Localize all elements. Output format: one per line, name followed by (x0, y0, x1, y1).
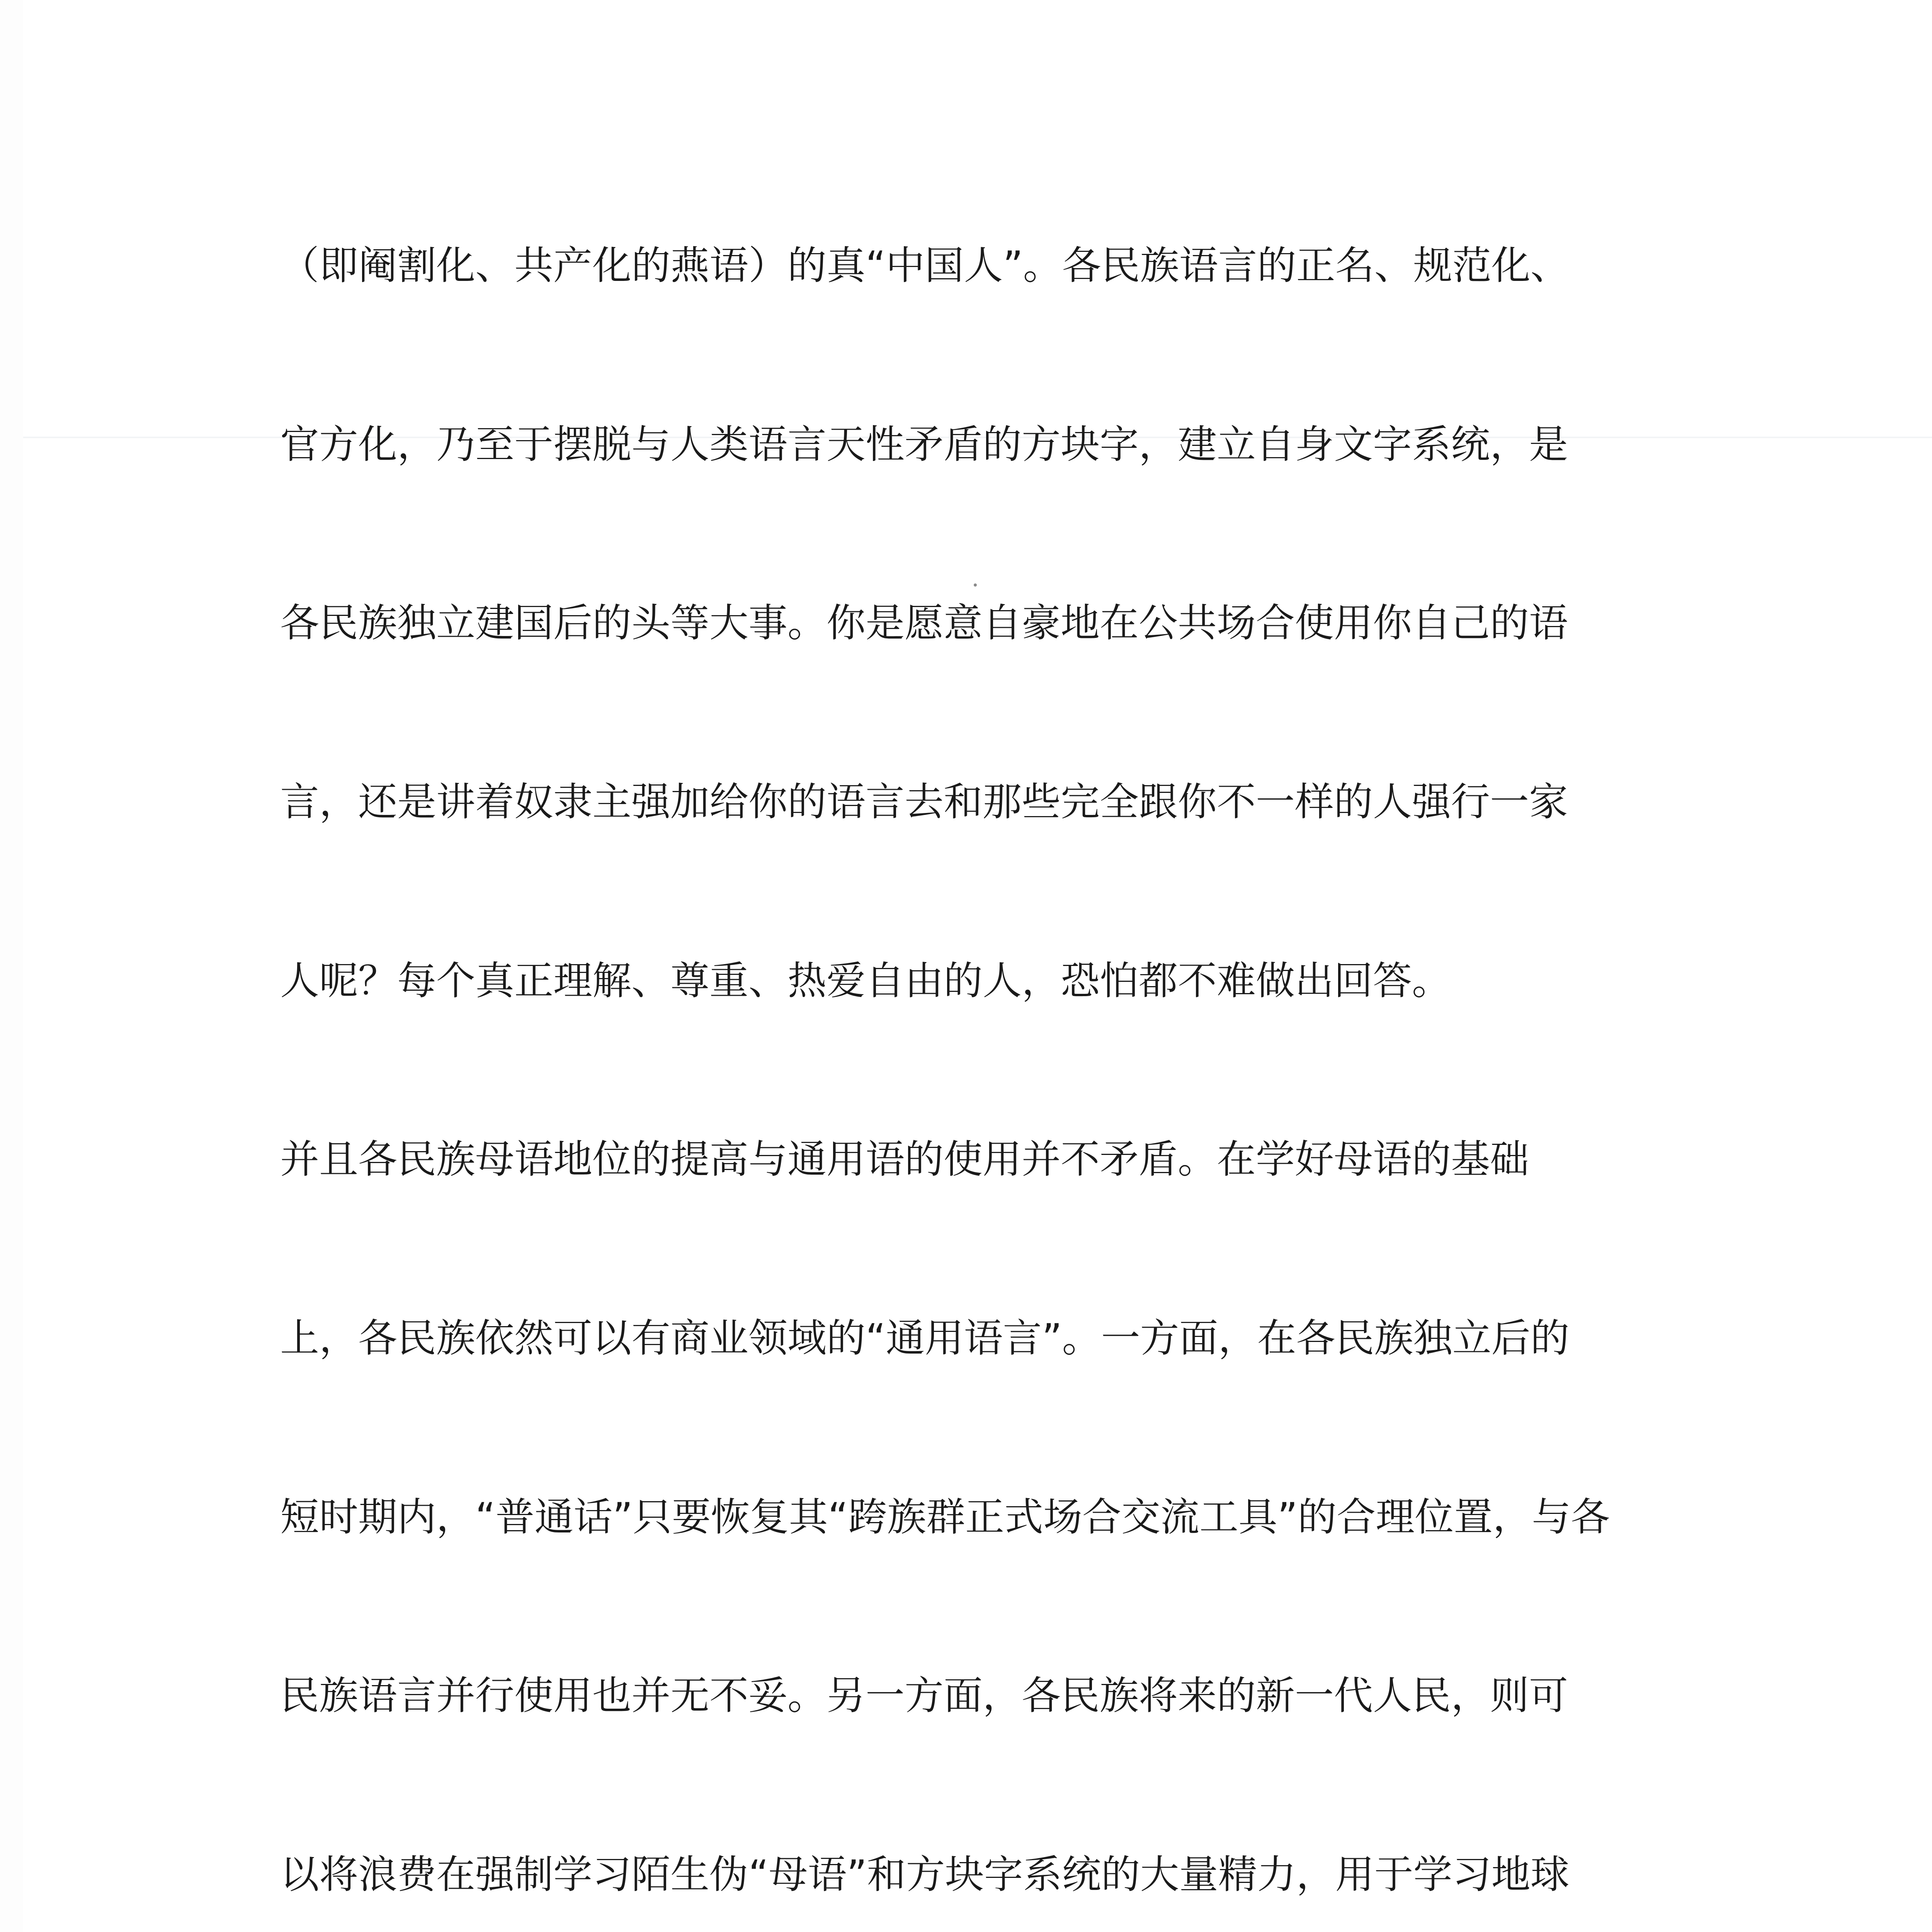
body-line-9: 民族语言并行使用也并无不妥。另一方面，各民族将来的新一代人民，则可 (280, 1673, 1568, 1718)
body-line-8: 短时期内，“普通话”只要恢复其“跨族群正式场合交流工具”的合理位置，与各 (280, 1494, 1610, 1540)
body-line-3: 各民族独立建国后的头等大事。你是愿意自豪地在公共场合使用你自己的语 (280, 600, 1568, 646)
body-line-1: （即阉割化、共产化的燕语）的真“中国人”。各民族语言的正名、规范化、 (280, 243, 1570, 288)
body-line-7: 上，各民族依然可以有商业领域的“通用语言”。一方面，在各民族独立后的 (280, 1315, 1570, 1361)
scan-speck (974, 583, 977, 587)
body-line-2: 官方化，乃至于摆脱与人类语言天性矛盾的方块字，建立自身文字系统，是 (280, 422, 1568, 467)
body-line-6: 并且各民族母语地位的提高与通用语的使用并不矛盾。在学好母语的基础 (280, 1136, 1529, 1182)
body-line-10: 以将浪费在强制学习陌生伪“母语”和方块字系统的大量精力，用于学习地球 (280, 1852, 1570, 1897)
body-line-4: 言，还是讲着奴隶主强加给你的语言去和那些完全跟你不一样的人强行一家 (280, 779, 1568, 825)
body-line-5: 人呢？每个真正理解、尊重、热爱自由的人，恐怕都不难做出回答。 (280, 958, 1451, 1003)
